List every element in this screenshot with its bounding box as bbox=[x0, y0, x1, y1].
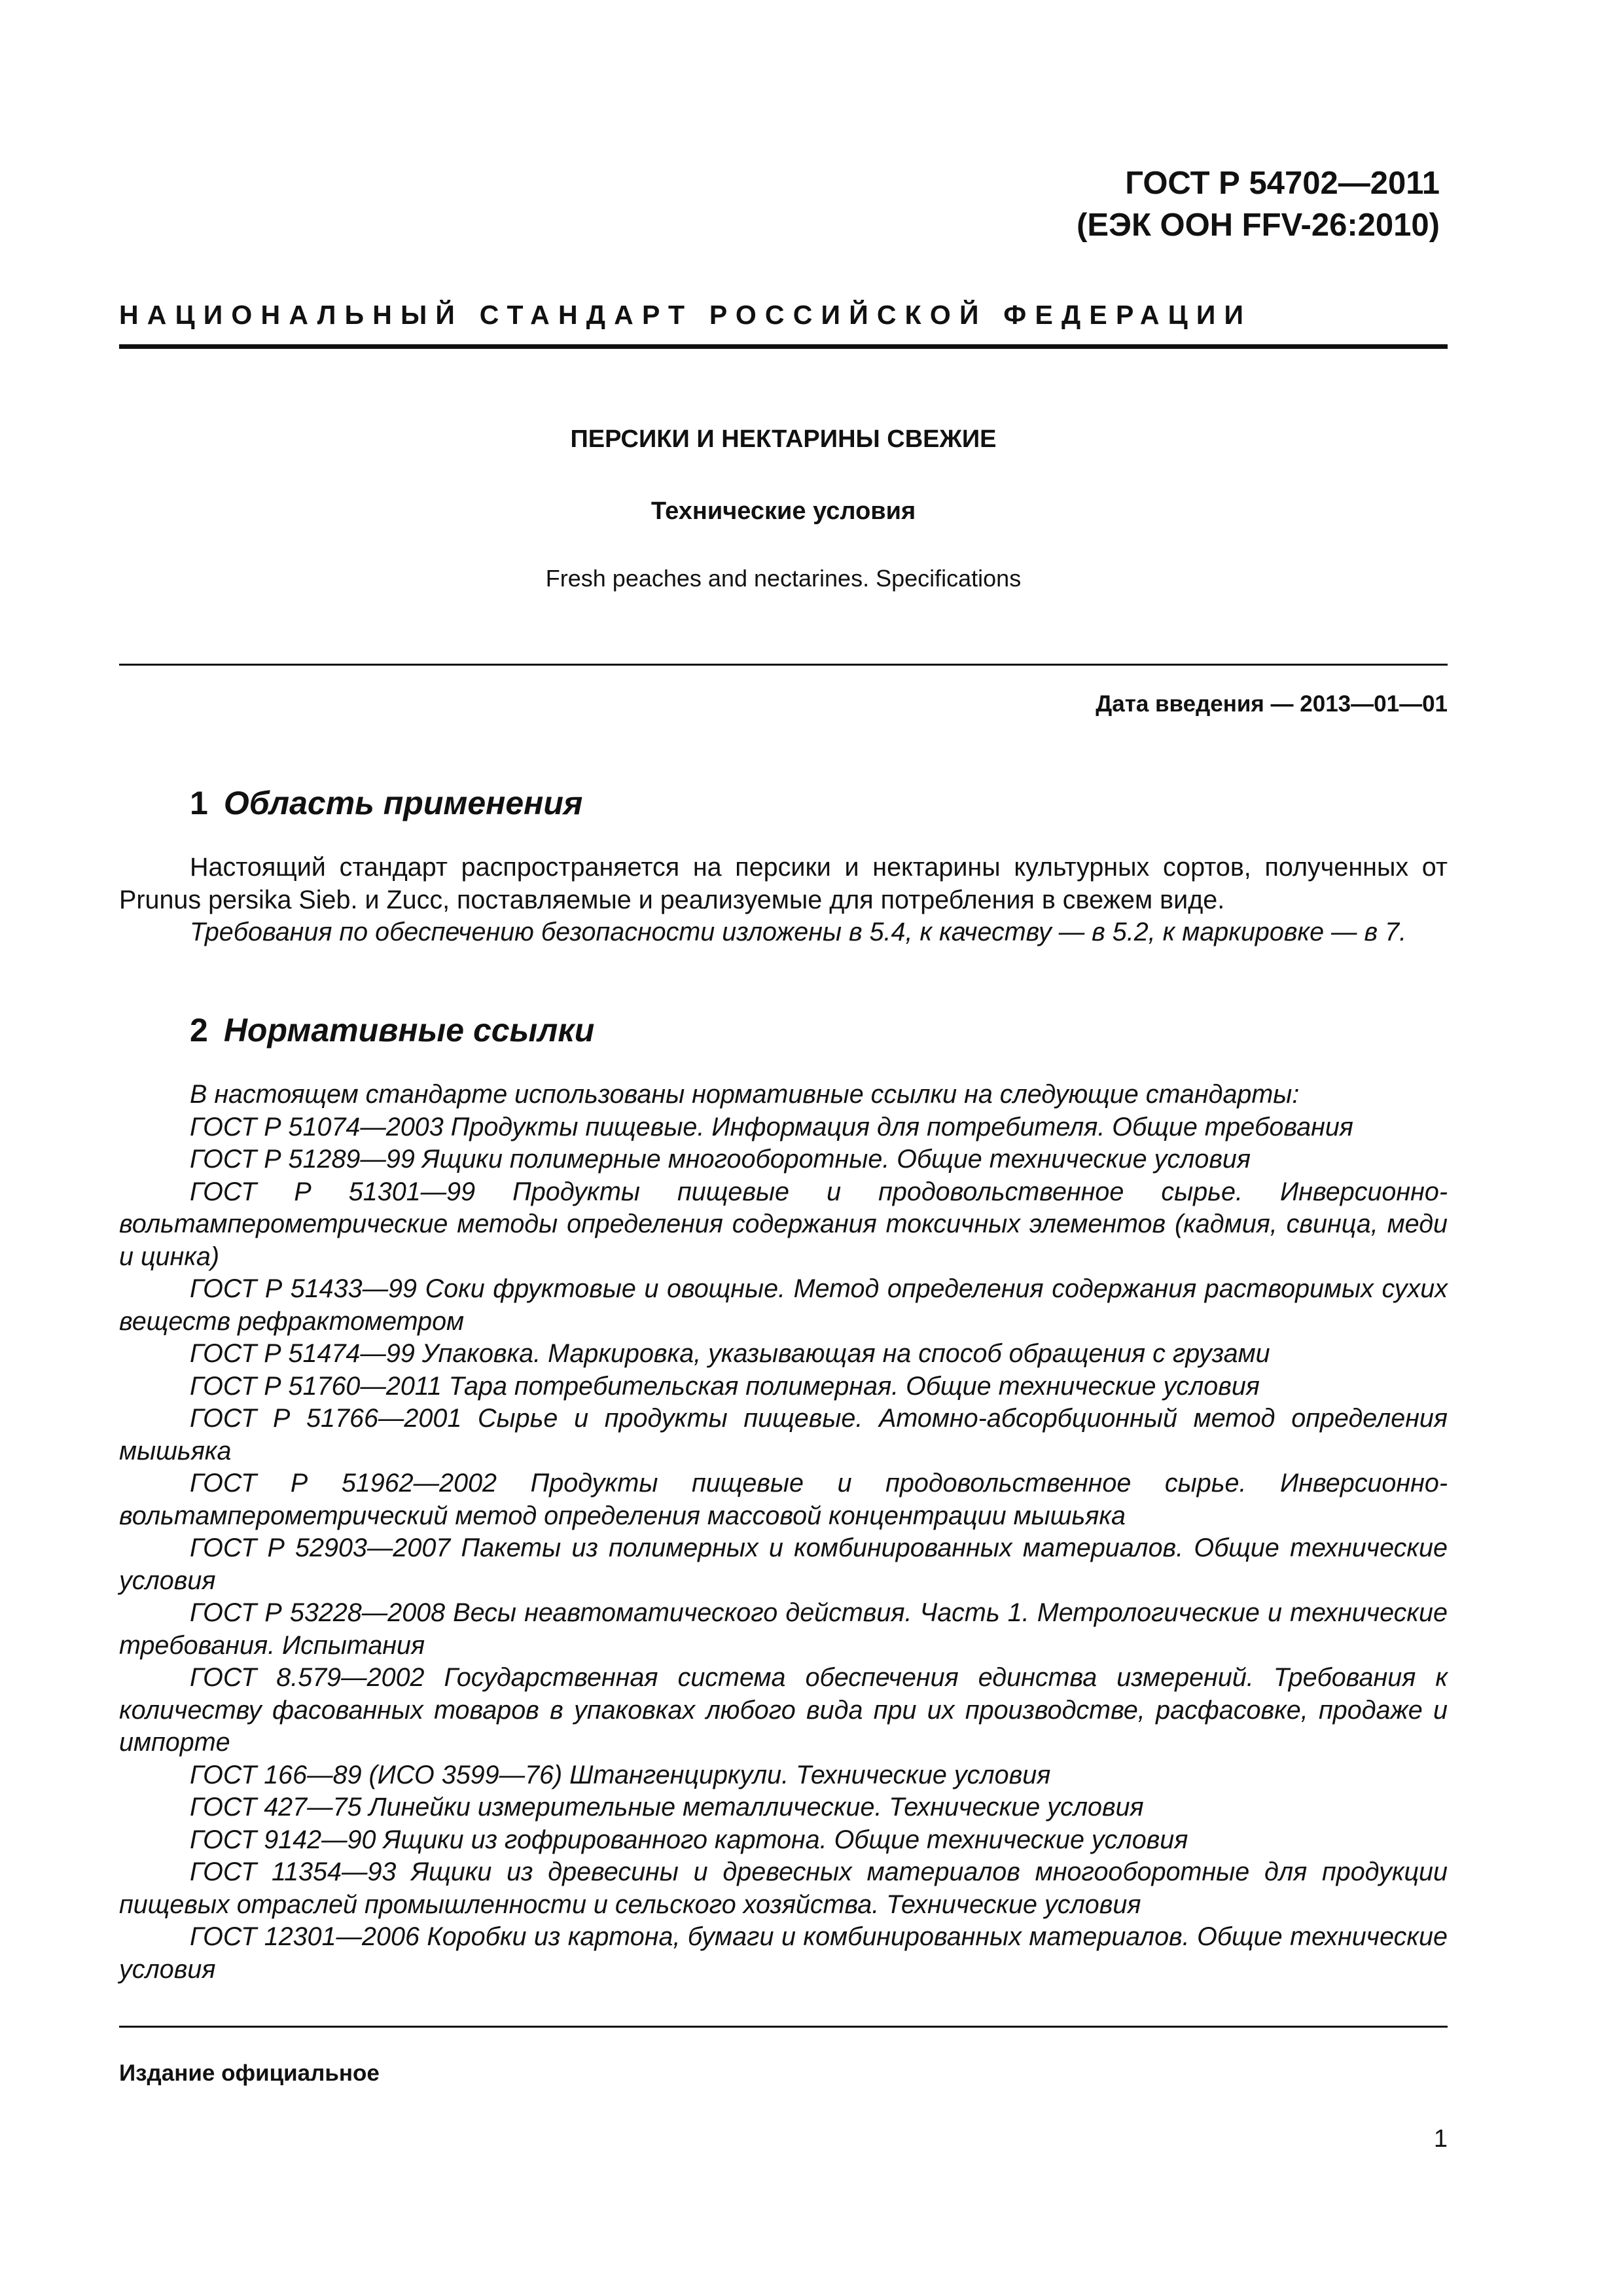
section-title: Нормативные ссылки bbox=[223, 1012, 595, 1049]
section-heading-references bbox=[190, 1011, 594, 1049]
reference-item: ГОСТ Р 51301—99 Продукты пищевые и продовольственное сырье. Инверсионно-вольтамперометрические методы определения содержания токсичных элементов (кадмия, свинца, меди и цинка) bbox=[119, 1177, 1448, 1271]
reference-item: ГОСТ Р 51074—2003 Продукты пищевые. Информация для потребителя. Общие требования bbox=[190, 1112, 1353, 1141]
section-body-references bbox=[119, 1079, 1448, 1986]
reference-item: ГОСТ Р 51474—99 Упаковка. Маркировка, указывающая на способ обращения с грузами bbox=[190, 1339, 1270, 1368]
reference-item: ГОСТ 166—89 (ИСО 3599—76) Штангенциркули. Технические условия bbox=[190, 1760, 1051, 1789]
section-number: 1 bbox=[190, 785, 208, 821]
header-divider bbox=[119, 344, 1448, 349]
page-number: 1 bbox=[1433, 2125, 1448, 2153]
paragraph: Настоящий стандарт распространяется на персики и нектарины культурных сортов, полученных от Prunus persika Sieb. и Zucc, поставляемые и реализуемые для потребления в свежем виде. bbox=[119, 853, 1448, 914]
title-divider bbox=[119, 664, 1448, 666]
footer-divider bbox=[119, 2026, 1448, 2028]
reference-item: ГОСТ 8.579—2002 Государственная система обеспечения единства измерений. Требования к количеству фасованных товаров в упаковках любого вида при их производстве, расфасовке, продаже и импорте bbox=[119, 1663, 1448, 1757]
standard-designation bbox=[1077, 162, 1440, 246]
reference-item: ГОСТ Р 51766—2001 Сырье и продукты пищевые. Атомно-абсорбционный метод определения мышьяка bbox=[119, 1404, 1448, 1465]
section-number: 2 bbox=[190, 1012, 208, 1049]
reference-item: ГОСТ 12301—2006 Коробки из картона, бумаги и комбинированных материалов. Общие технические условия bbox=[119, 1922, 1448, 1984]
reference-item: ГОСТ Р 53228—2008 Весы неавтоматического действия. Часть 1. Метрологические и технические требования. Испытания bbox=[119, 1598, 1448, 1660]
reference-item: ГОСТ Р 51962—2002 Продукты пищевые и продовольственное сырье. Инверсионно-вольтамперометрический метод определения массовой концентрации мышьяка bbox=[119, 1469, 1448, 1530]
reference-item: ГОСТ Р 51433—99 Соки фруктовые и овощные. Метод определения содержания растворимых сухих веществ рефрактометром bbox=[119, 1274, 1448, 1336]
section-body-scope bbox=[119, 852, 1448, 949]
paragraph: Требования по обеспечению безопасности изложены в 5.4, к качеству — в 5.2, к маркировке — в 7. bbox=[190, 918, 1407, 946]
paragraph: В настоящем стандарте использованы нормативные ссылки на следующие стандарты: bbox=[190, 1080, 1300, 1109]
standard-number: ГОСТ Р 54702—2011 bbox=[1125, 166, 1440, 201]
reference-item: ГОСТ Р 51289—99 Ящики полимерные многооборотные. Общие технические условия bbox=[190, 1145, 1251, 1174]
document-subtitle: Технические условия bbox=[651, 497, 916, 525]
national-standard-banner: НАЦИОНАЛЬНЫЙ СТАНДАРТ РОССИЙСКОЙ ФЕДЕРАЦИИ bbox=[119, 300, 1253, 330]
edition-label: Издание официальное bbox=[119, 2060, 380, 2086]
document-title: ПЕРСИКИ И НЕКТАРИНЫ СВЕЖИЕ bbox=[570, 425, 997, 453]
reference-item: ГОСТ 427—75 Линейки измерительные металлические. Технические условия bbox=[190, 1793, 1144, 1821]
section-title: Область применения bbox=[223, 785, 583, 821]
standard-equivalent: (ЕЭК ООН FFV-26:2010) bbox=[1077, 207, 1440, 243]
reference-item: ГОСТ 11354—93 Ящики из древесины и древесных материалов многооборотные для продукции пищевых отраслей промышленности и сельского хозяйства. Технические условия bbox=[119, 1857, 1448, 1919]
section-heading-scope bbox=[190, 784, 582, 822]
reference-item: ГОСТ Р 52903—2007 Пакеты из полимерных и комбинированных материалов. Общие технические условия bbox=[119, 1534, 1448, 1595]
document-english-title: Fresh peaches and nectarines. Specifications bbox=[545, 565, 1022, 592]
reference-item: ГОСТ 9142—90 Ящики из гофрированного картона. Общие технические условия bbox=[190, 1825, 1188, 1854]
reference-item: ГОСТ Р 51760—2011 Тара потребительская полимерная. Общие технические условия bbox=[190, 1371, 1260, 1401]
introduction-date: Дата введения — 2013—01—01 bbox=[1096, 691, 1448, 717]
